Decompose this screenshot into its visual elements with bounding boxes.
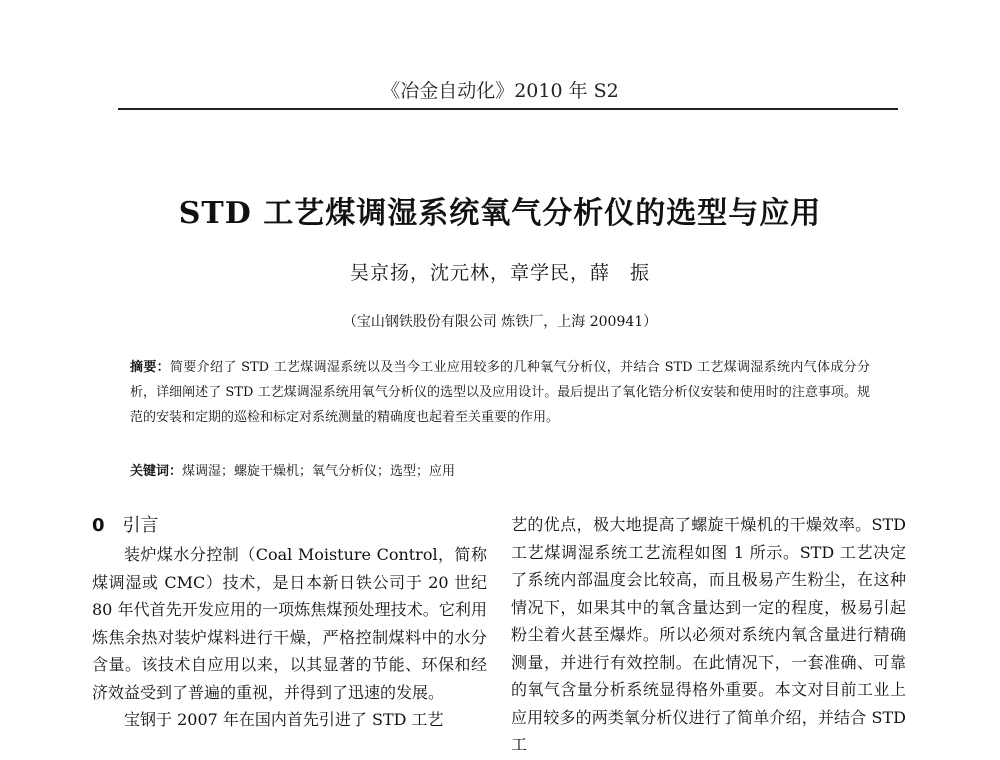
header-rule <box>118 108 898 110</box>
keywords <box>130 461 870 483</box>
keywords-label: 关键词： <box>130 464 183 479</box>
paragraph: 艺的优点，极大地提高了螺旋干燥机的干燥效率。STD 工艺煤调湿系统工艺流程如图 1 所示。STD 工艺决定了系统内部温度会比较高，而且极易产生粉尘，在这种情况下，如果其中的氧含量达到一定的程度，极易引起粉尘着火甚至爆炸。所以必须对系统内氧含量进行精确测量，并进行有效控制。在此情况下，一套准确、可靠的氧气含量分析系统显得格外重要。本文对目前工业上应用较多的两类氧分析仪进行了简单介绍，并结合 STD 工 <box>511 515 906 754</box>
abstract <box>130 355 870 430</box>
authors: 吴京扬，沈元林，章学民，薛 振 <box>349 262 650 284</box>
paragraph: 宝钢于 2007 年在国内首先引进了 STD 工艺 <box>124 710 444 729</box>
paragraph: 装炉煤水分控制（Coal Moisture Control，简称煤调湿或 CMC）技术，是日本新日铁公司于 20 世纪 80 年代首先开发应用的一项炼焦煤预处理技术。它利用炼焦余热对装炉煤料进行干燥，严格控制煤料中的水分含量。该技术自应用以来，以其显著的节能、环保和经济效益受到了普遍的重视，并得到了迅速的发展。 <box>92 545 487 702</box>
abstract-label: 摘要： <box>130 360 170 375</box>
affiliation: （宝山钢铁股份有限公司 炼铁厂，上海 200941） <box>342 314 658 330</box>
section-heading <box>92 511 487 541</box>
section-number: 0 <box>92 515 105 536</box>
right-column <box>511 511 906 759</box>
left-column <box>92 511 487 734</box>
keywords-text: 煤调湿；螺旋干燥机；氧气分析仪；选型；应用 <box>182 464 456 479</box>
paper-title: STD 工艺煤调湿系统氧气分析仪的选型与应用 <box>178 196 822 231</box>
journal-header: 《冶金自动化》2010 年 S2 <box>381 80 619 102</box>
section-title: 引言 <box>122 515 159 536</box>
abstract-text: 简要介绍了 STD 工艺煤调湿系统以及当今工业应用较多的几种氧气分析仪，并结合 STD 工艺煤调湿系统内气体成分分析，详细阐述了 STD 工艺煤调湿系统用氧气分析仪的选型以及应用设计。最后提出了氧化锆分析仪安装和使用时的注意事项。规范的安装和定期的巡检和标定对系统测量的精确度也起着至关重要的作用。 <box>130 360 870 425</box>
